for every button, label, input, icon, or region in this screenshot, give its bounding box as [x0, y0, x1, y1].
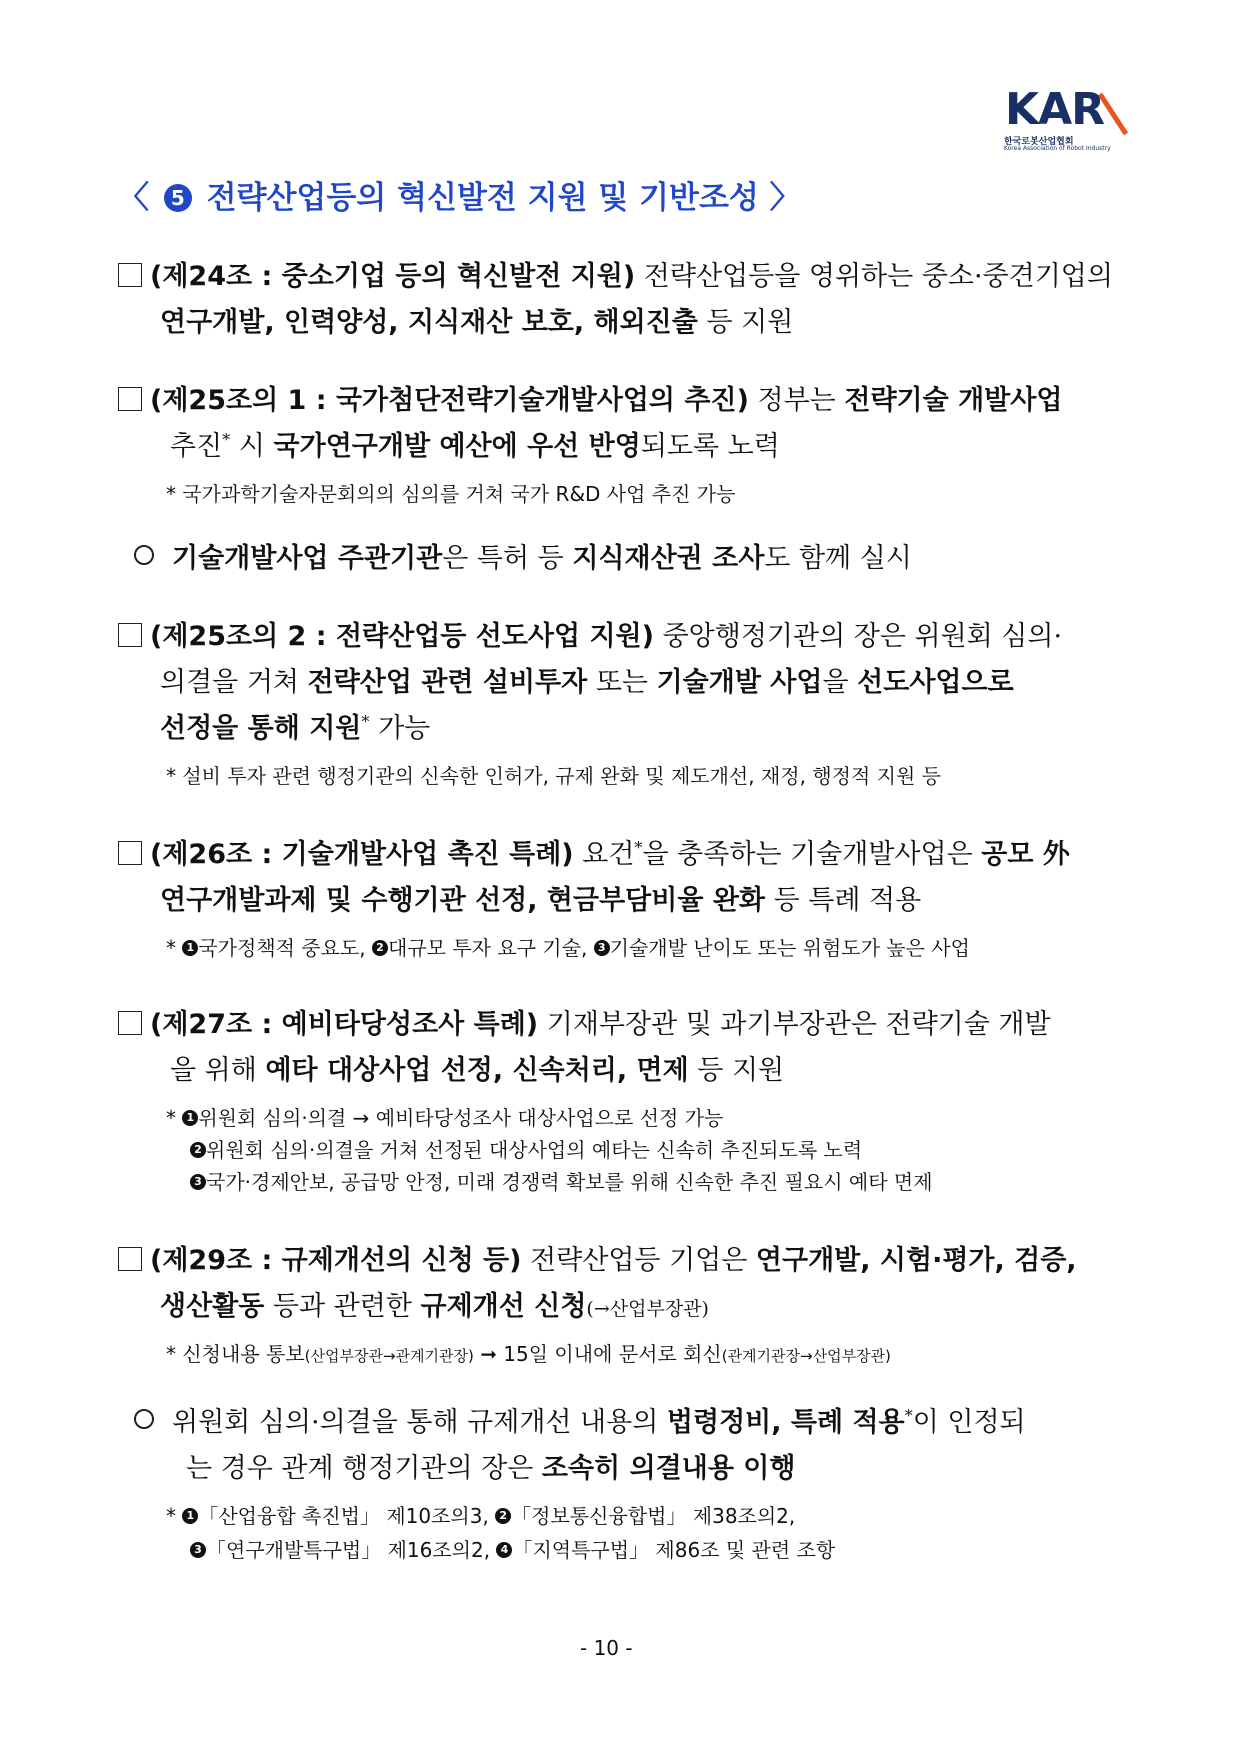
s29-bullet-line2: [186, 1446, 795, 1485]
title-text: 전략산업등의 혁신발전 지원 및 기반조성: [206, 180, 759, 216]
num-2-icon: 2: [190, 1142, 206, 1158]
s29-o-text1: 위원회 심의·의결을 통해 규제개선 내용의: [172, 1407, 659, 1438]
s25-2-line3: [160, 706, 430, 745]
s25-1-bold1b: 전략기술 개발사업: [844, 385, 1063, 416]
section-title: [118, 172, 801, 217]
s29-o-bold1: 법령정비, 특례 적용: [666, 1407, 905, 1438]
s26-note-t3: 기술개발 난이도 또는 위험도가 높은 사업: [609, 936, 970, 960]
s25-2-bold3: 선정을 통해 지원: [160, 713, 362, 744]
s29-note2-t4: 「지역특구법」 제86조 및 관련 조항: [512, 1538, 836, 1562]
num-3-icon: 3: [190, 1174, 206, 1190]
s25-2-bold2b: 전략산업 관련 설비투자: [307, 667, 588, 698]
s29-note2-star: *: [166, 1504, 176, 1528]
s25-1-bullet: [134, 536, 912, 575]
s29-text2d: (→산업부장관): [586, 1298, 709, 1320]
s25-1-line2: [170, 424, 780, 463]
num-4-icon: 4: [496, 1542, 512, 1558]
s25-2-text2e: 을: [822, 667, 849, 698]
checkbox-square-icon: [118, 387, 142, 411]
s27-note-star: *: [166, 1106, 176, 1130]
logo-text: KAR: [1005, 84, 1105, 135]
title-number: 5: [164, 184, 192, 212]
title-close-bracket: 〉: [769, 180, 801, 216]
s29-note2-t1: 「산업융합 촉진법」 제10조의3,: [198, 1504, 489, 1528]
circle-bullet-icon: [134, 1409, 154, 1429]
s25-1-o-bold2: 지식재산권 조사: [572, 543, 765, 574]
s25-2-bold2f: 선도사업으로: [857, 667, 1014, 698]
s25-1-sup: *: [222, 430, 231, 449]
s29-note-c: ➞ 15일 이내에 문서로 회신: [480, 1342, 722, 1366]
s24-text2: 등 지원: [706, 307, 794, 338]
s25-2-text2c: 또는: [595, 667, 648, 698]
s29-o-text3: 는 경우 관계 행정기관의 장은: [186, 1453, 534, 1484]
checkbox-square-icon: [118, 1011, 142, 1035]
s29-head: (제29조 : 규제개선의 신청 등): [150, 1245, 522, 1276]
s27-bold2b: 예타 대상사업 선정, 신속처리, 면제: [265, 1055, 689, 1086]
s26-note-star: *: [166, 936, 176, 960]
num-3-icon: 3: [594, 940, 610, 956]
s27-note-t1: 위원회 심의·의결 → 예비타당성조사 대상사업으로 선정 가능: [198, 1106, 724, 1130]
s27-note3: [190, 1166, 933, 1195]
s26-text1a: 요건: [582, 839, 635, 870]
logo-english: Korea Association of Robot Industry: [1004, 145, 1111, 152]
s29-note-b: (산업부장관→관계기관장): [304, 1347, 474, 1365]
s26-bold2: 연구개발과제 및 수행기관 선정, 현금부담비율 완화: [160, 885, 765, 916]
num-1-icon: 1: [182, 1508, 198, 1524]
checkbox-square-icon: [118, 1247, 142, 1271]
s29-bold2c: 규제개선 신청: [420, 1291, 587, 1322]
s25-1-text2a: 추진: [170, 431, 223, 462]
s25-1-o-bold1: 기술개발사업 주관기관: [172, 543, 443, 574]
s25-1-o-text1: 은 특허 등: [442, 543, 564, 574]
s25-2-sup: *: [361, 712, 370, 731]
s24-line1: [118, 254, 1113, 293]
s24-text1: 전략산업등을 영위하는 중소·중견기업의: [643, 261, 1113, 292]
s29-bold2b: 생산활동: [160, 1291, 265, 1322]
s29-text2a: 등과 관련한: [272, 1291, 412, 1322]
s27-text1: 기재부장관 및 과기부장관은 전략기술 개발: [546, 1009, 1051, 1040]
s27-note1: [166, 1102, 723, 1131]
s26-line2: [160, 878, 921, 917]
s25-2-head: (제25조의 2 : 전략산업등 선도사업 지원): [150, 621, 654, 652]
checkbox-square-icon: [118, 841, 142, 865]
s26-line1: [118, 832, 1070, 871]
s25-2-bold2d: 기술개발 사업: [656, 667, 823, 698]
s25-1-o-text2: 도 함께 실시: [764, 543, 912, 574]
num-2-icon: 2: [495, 1508, 511, 1524]
num-2-icon: 2: [372, 940, 388, 956]
s25-1-text2c: 시: [238, 431, 265, 462]
num-3-icon: 3: [190, 1542, 206, 1558]
s24-bold2: 연구개발, 인력양성, 지식재산 보호, 해외진출: [160, 307, 698, 338]
s25-2-text3: 가능: [378, 713, 431, 744]
num-1-icon: 1: [182, 940, 198, 956]
s29-note2-t2: 「정보통신융합법」 제38조의2,: [511, 1504, 796, 1528]
s27-note-t2: 위원회 심의·의결을 거쳐 선정된 대상사업의 예타는 신속히 추진되도록 노력: [206, 1138, 863, 1162]
s25-1-line1: [118, 378, 1062, 417]
s26-sup: *: [634, 838, 643, 857]
s24-line2: [160, 300, 793, 339]
page-number: - 10 -: [580, 1636, 633, 1660]
s29-note2-line1: [166, 1500, 795, 1529]
s26-note-t2: 대규모 투자 요구 기술,: [388, 936, 588, 960]
s25-2-note: * 설비 투자 관련 행정기관의 신속한 인허가, 규제 완화 및 제도개선, 재정, 행정적 지원 등: [166, 764, 941, 788]
s29-note: [166, 1338, 891, 1367]
s27-line1: [118, 1002, 1051, 1041]
s27-text2a: 을 위해: [170, 1055, 257, 1086]
s25-1-note: * 국가과학기술자문회의의 심의를 거쳐 국가 R&D 사업 추진 가능: [166, 482, 736, 506]
s29-bold1b: 연구개발, 시험·평가, 검증,: [755, 1245, 1077, 1276]
checkbox-square-icon: [118, 263, 142, 287]
s25-1-text1a: 정부는: [757, 385, 836, 416]
s29-o-bold2: 조속히 의결내용 이행: [541, 1453, 796, 1484]
s26-note-t1: 국가정책적 중요도,: [198, 936, 366, 960]
s25-2-text1: 중앙행정기관의 장은 위원회 심의·: [662, 621, 1063, 652]
circle-bullet-icon: [134, 545, 154, 565]
s26-head: (제26조 : 기술개발사업 촉진 특례): [150, 839, 574, 870]
s24-head: (제24조 : 중소기업 등의 혁신발전 지원): [150, 261, 636, 292]
s27-note2: [190, 1134, 862, 1163]
s29-note2-line2: [190, 1534, 835, 1563]
s25-1-text2d: 되도록 노력: [640, 431, 780, 462]
s29-text1a: 전략산업등 기업은: [530, 1245, 748, 1276]
s26-note: [166, 932, 970, 961]
num-1-icon: 1: [182, 1110, 198, 1126]
s29-note-a: * 신청내용 통보: [166, 1342, 305, 1366]
s29-note-d: (관계기관장→산업부장관): [721, 1347, 891, 1365]
s29-bullet-line1: [134, 1400, 1026, 1439]
s25-2-line1: [118, 614, 1062, 653]
s26-bold1c: 공모 外: [981, 839, 1070, 870]
s25-1-head: (제25조의 1 : 국가첨단전략기술개발사업의 추진): [150, 385, 749, 416]
s29-line1: [118, 1238, 1077, 1277]
s25-1-bold2b: 국가연구개발 예산에 우선 반영: [273, 431, 641, 462]
s29-note2-t3: 「연구개발특구법」 제16조의2,: [206, 1538, 491, 1562]
title-open-bracket: 〈: [118, 180, 149, 216]
s25-2-line2: [160, 660, 1014, 699]
s27-line2: [170, 1048, 784, 1087]
s25-2-text2a: 의결을 거쳐: [160, 667, 299, 698]
s26-text2: 등 특례 적용: [773, 885, 922, 916]
s27-text2c: 등 지원: [697, 1055, 785, 1086]
s29-o-text2: 이 인정되: [912, 1407, 1026, 1438]
s29-o-sup: *: [904, 1406, 913, 1425]
s27-head: (제27조 : 예비타당성조사 특례): [150, 1009, 539, 1040]
s29-line2: [160, 1284, 709, 1323]
checkbox-square-icon: [118, 623, 142, 647]
s26-text1b: 을 충족하는 기술개발사업은: [642, 839, 973, 870]
logo-korean: 한국로봇산업협회: [1004, 137, 1074, 147]
s27-note-t3: 국가·경제안보, 공급망 안정, 미래 경쟁력 확보를 위해 신속한 추진 필요시 예타 면제: [206, 1170, 933, 1194]
